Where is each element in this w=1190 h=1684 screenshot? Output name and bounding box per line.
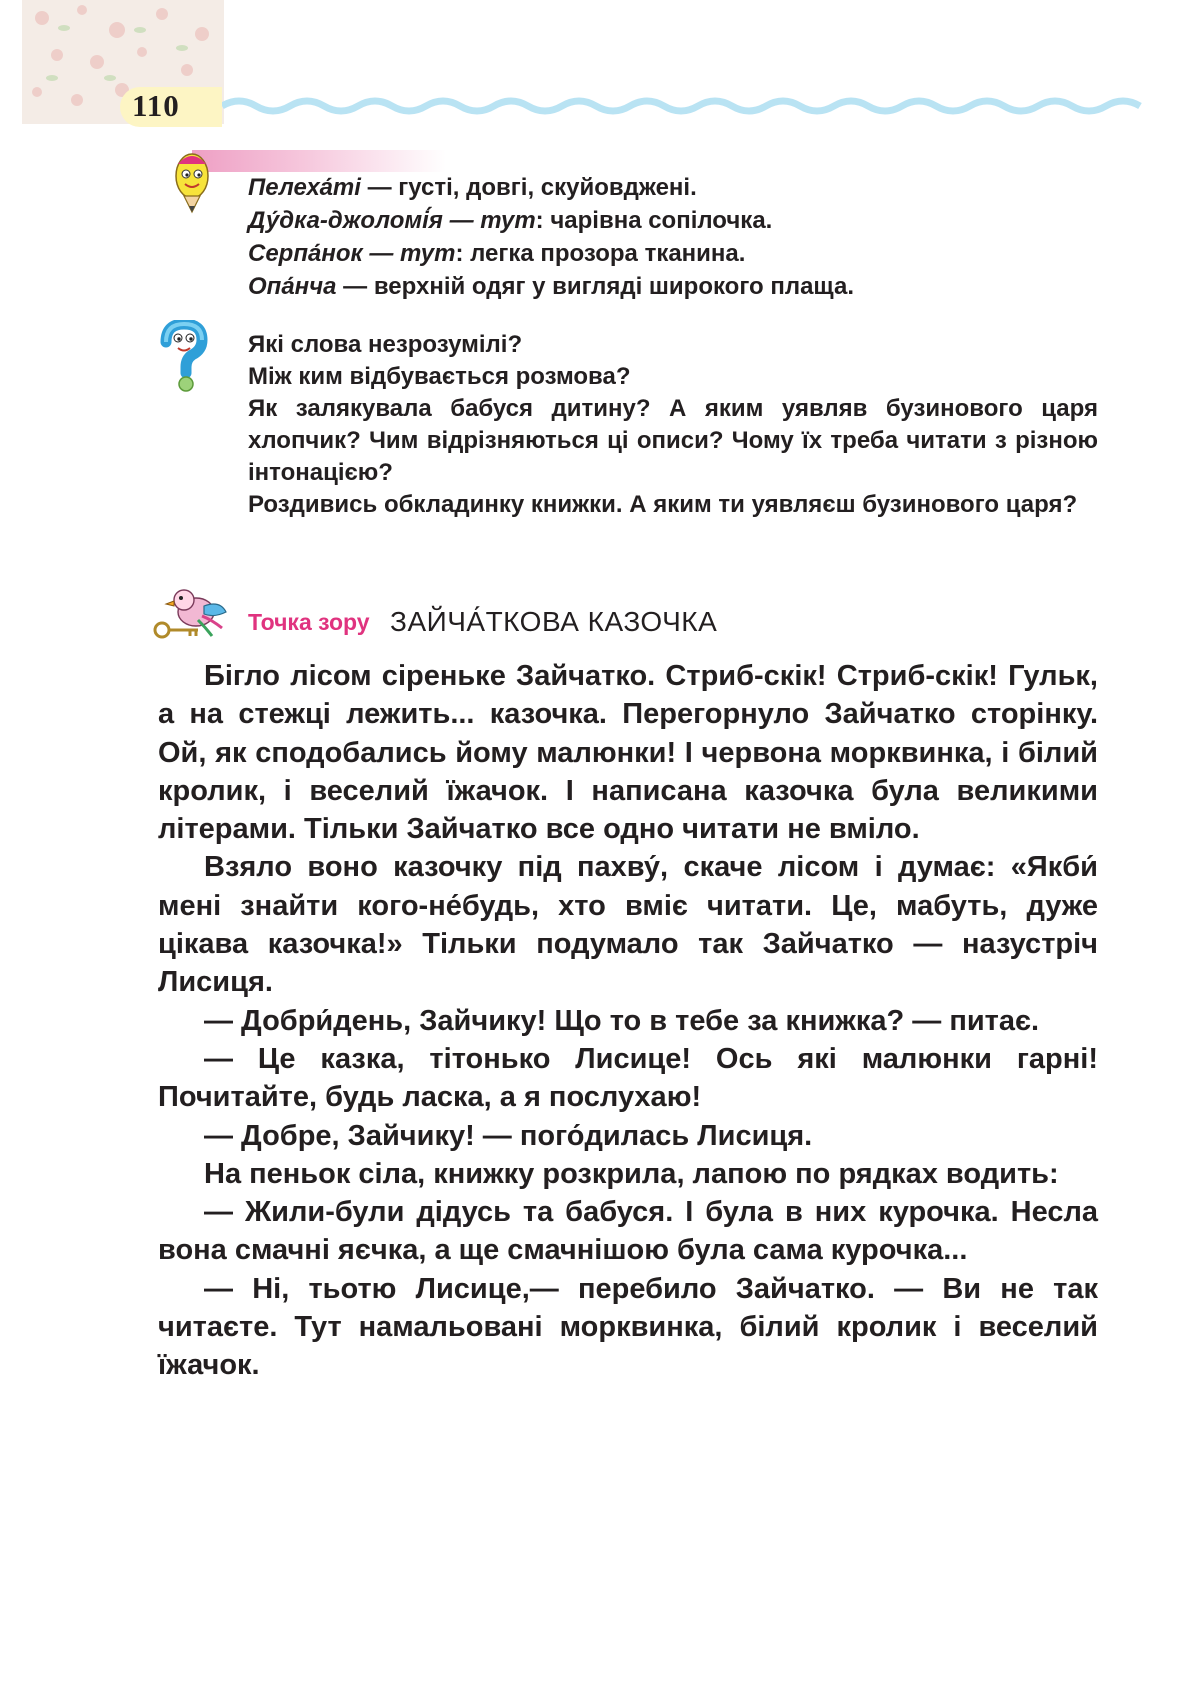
glossary-definition: : чарівна сопілочка. [535, 207, 773, 234]
glossary-term: Пелеха́ті [248, 174, 361, 201]
section-heading [248, 606, 717, 638]
glossary-header-bar [192, 150, 446, 172]
glossary [248, 171, 1098, 303]
paragraph-part: — Жили-були дідусь та бабуся. [204, 1196, 686, 1229]
paragraph: Взяло воно казочку під пахву́, скаче лісом і думає: «Якби́ мені знайти кого-не́будь, хто вміє читати. Це, мабуть, дуже цікава казочка!» Тільки подумало так Зайчатко — назустріч Лисиця. [158, 851, 1098, 999]
glossary-definition: : легка прозора тканина. [455, 240, 746, 267]
wave-border [222, 88, 1172, 124]
question: Між ким відбувається розмова? [248, 363, 631, 390]
paragraph: — Добре, Зайчику! — пого́дилась Лисиця. [204, 1119, 813, 1152]
pencil-character-icon [172, 150, 212, 216]
glossary-term: Опа́нча [248, 273, 337, 300]
glossary-item [248, 204, 1098, 237]
page-number: 110 [132, 88, 180, 123]
question: Які слова незрозумілі? [248, 331, 523, 358]
question-mark-character-icon [158, 320, 208, 392]
paragraph: Бігло лісом сіреньке Зайчатко. Стриб-скік! Стриб-скік! Гульк, а на стежці лежить... казочка. Перегорнуло Зайчатко сторінку. Ой, як сподобались йому малюнки! І червона морквинка, і білий кролик, і веселий їжачок. І написана казочка була великими літерами. Тільки Зайчатко все одно читати не вміло. [158, 660, 1098, 846]
question: Як залякувала бабуся дитину? А яким уявляв бузинового царя хлопчик? Чим відрізняються ці описи? Чому їх треба читати з різною інтонацією? [248, 395, 1098, 486]
paragraph: — Це казка, тітонько Лисице! Ось які малюнки гарні! Почитайте, будь ласка, а я послухаю! [158, 1042, 1098, 1114]
paragraph-emphasis: І була в них курочка [685, 1196, 991, 1229]
glossary-term: Серпа́нок — тут [248, 240, 456, 267]
glossary-definition: — густі, довгі, скуйовджені. [360, 174, 697, 201]
story-text [158, 657, 1098, 1385]
paragraph-part: . Несла вона смачні яєчка, а ще смачнішою була сама курочка... [158, 1196, 1099, 1267]
question: Роздивись обкладинку книжки. А яким ти уявляєш бузинового царя? [248, 491, 1078, 518]
questions-block [248, 329, 1098, 521]
paragraph [158, 1193, 1098, 1270]
glossary-item [248, 270, 1098, 303]
story-title: ЗАЙЧА́ТКОВА КАЗОЧКА [390, 606, 718, 637]
paragraph: На пеньок сіла, книжку розкрила, лапою по рядках водить: [204, 1157, 1059, 1190]
glossary-term: Ду́дка-джоломі́я — тут [248, 207, 536, 234]
bird-with-key-icon [152, 584, 228, 644]
paragraph: — Добри́день, Зайчику! Що то в тебе за книжка? — питає. [204, 1004, 1040, 1037]
glossary-item [248, 237, 1098, 270]
rubric-label: Точка зору [248, 608, 370, 635]
glossary-item [248, 171, 1098, 204]
glossary-definition: — верхній одяг у вигляді широкого плаща. [336, 273, 854, 300]
paragraph: — Ні, тьотю Лисице,— перебило Зайчатко. — Ви не так читаєте. Тут намальовані морквинка, білий кролик і веселий їжачок. [158, 1272, 1098, 1382]
